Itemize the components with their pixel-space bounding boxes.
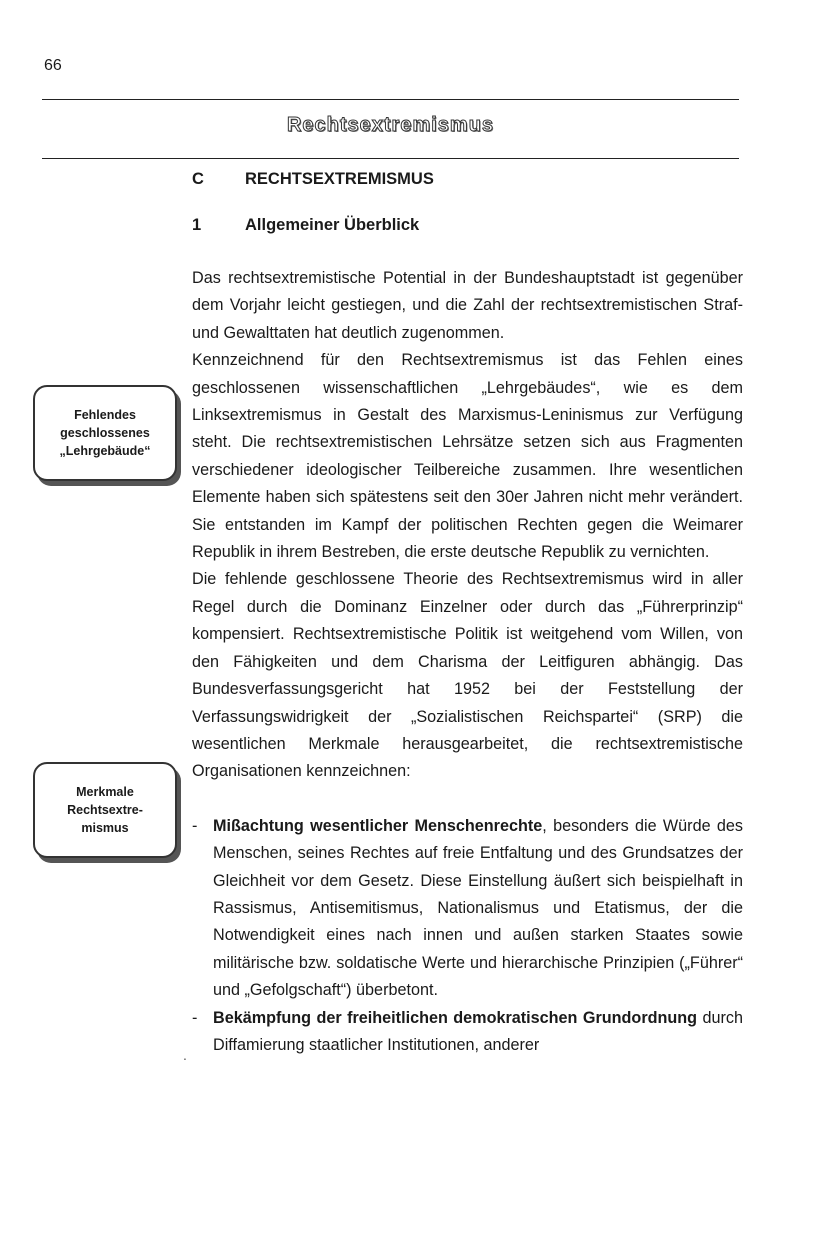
list-dash: - xyxy=(192,816,198,835)
margin-note-merkmale xyxy=(33,762,177,858)
chapter-number: C xyxy=(192,170,204,188)
body-text xyxy=(192,265,743,1059)
margin-note-line: „Lehrgebäude“ xyxy=(59,444,151,458)
criteria-list xyxy=(192,813,743,1060)
margin-note-line: Fehlendes xyxy=(74,408,136,422)
list-item xyxy=(192,813,743,1005)
page-number: 66 xyxy=(44,57,62,74)
paragraph: Die fehlende geschlossene Theorie des Rechtsextremismus wird in aller Regel durch die Dominanz Einzelner oder durch das „Führerprinzip“ kompensiert. Rechtsextremistische Politik ist weitgehend vom Willen, von den Fähigkeiten und dem Charisma der Leitfiguren abhängig. Das Bundesverfassungsgericht hat 1952 bei der Feststellung der Verfassungswidrigkeit der „Sozialistischen Reichspartei“ (SRP) die wesentlichen Merkmale herausgearbeitet, die rechtsextremistische Organisationen kennzeichnen: xyxy=(192,570,743,781)
chapter-title: RECHTSEXTREMISMUS xyxy=(245,170,434,188)
header-rule-top xyxy=(42,99,739,100)
list-item xyxy=(192,1005,743,1060)
chapter-heading xyxy=(192,170,434,189)
list-item-text: durch Diffamierung staatlicher Institutionen, anderer xyxy=(213,1008,743,1054)
header-rule-bottom xyxy=(42,158,739,159)
section-heading xyxy=(192,216,419,235)
margin-note-line: Rechtsextre- xyxy=(67,803,143,817)
list-item-bold: Mißachtung wesentlicher Menschenrechte xyxy=(213,816,543,835)
stray-mark: . xyxy=(183,1047,187,1063)
list-dash: - xyxy=(192,1008,198,1027)
running-title: Rechtsextremismus xyxy=(286,114,495,136)
list-item-text: , besonders die Würde des Menschen, seines Rechtes auf freie Entfaltung und des Grundsatzes der Gleichheit vor dem Gesetz. Diese Einstellung äußert sich beispielhaft in Rassismus, Antisemitismus, Nationalismus und Etatismus, der die Notwendigkeit eines nach innen und außen starken Staates sowie militärische bzw. soldatische Werte und hierarchische Prinzipien („Führer“ und „Gefolgschaft“) überbetont. xyxy=(213,816,743,1000)
margin-note-line: mismus xyxy=(81,821,129,835)
section-title: Allgemeiner Überblick xyxy=(245,216,420,234)
list-item-bold: Bekämpfung der freiheitlichen demokratischen Grundordnung xyxy=(213,1008,698,1027)
margin-note-line: Merkmale xyxy=(76,785,134,799)
paragraph: Das rechtsextremistische Potential in der Bundeshauptstadt ist gegenüber dem Vorjahr leicht gestiegen, und die Zahl der rechtsextremistischen Straf- und Gewalttaten hat deutlich zugenommen. xyxy=(192,269,743,342)
section-number: 1 xyxy=(192,216,202,234)
margin-note-lehrgebaeude xyxy=(33,385,177,481)
paragraph: Kennzeichnend für den Rechtsextremismus ist das Fehlen eines geschlossenen wissenschaftlichen „Lehrgebäudes“, wie es dem Linksextremismus in Gestalt des Marxismus-Leninismus zur Verfügung steht. Die rechtsextremistischen Lehrsätze setzen sich aus Fragmenten verschiedener ideologischer Teilbereiche zusammen. Ihre wesentlichen Elemente haben sich spätestens seit den 30er Jahren nicht mehr verändert. Sie entstanden im Kampf der politischen Rechten gegen die Weimarer Republik in ihrem Bestreben, die erste deutsche Republik zu vernichten. xyxy=(192,351,743,562)
margin-note-line: geschlossenes xyxy=(60,426,150,440)
